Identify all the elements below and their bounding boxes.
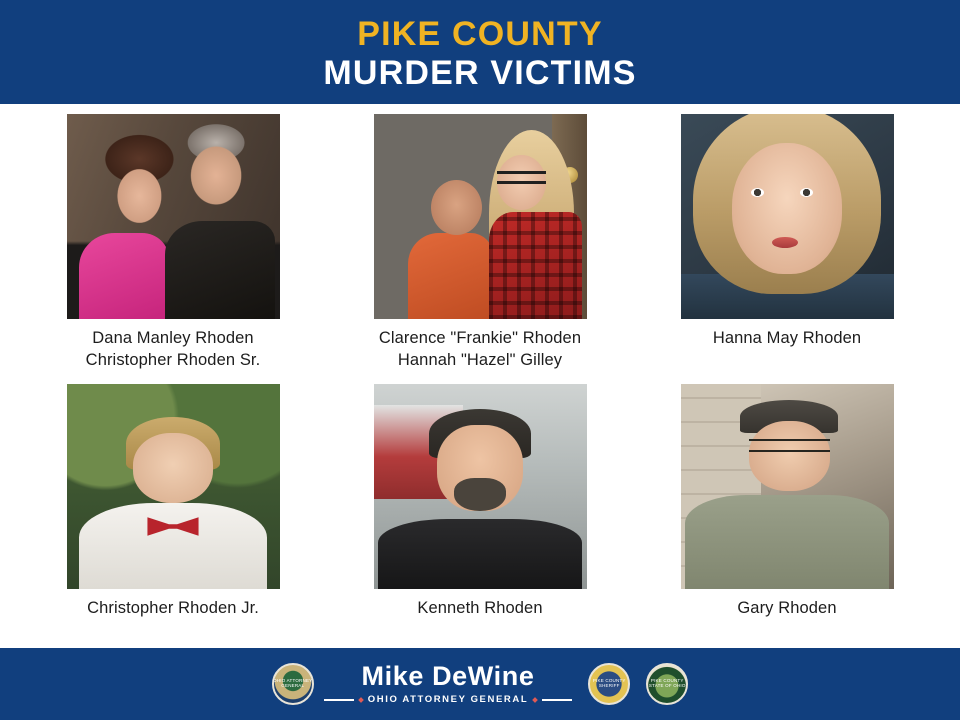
attorney-general-name: Mike DeWine — [361, 661, 535, 691]
photo-christopher-rhoden-jr — [67, 384, 280, 589]
rule-right — [542, 699, 572, 701]
beard-shape — [454, 478, 505, 511]
victim-caption-3 — [713, 327, 861, 349]
victim-card-dana-and-christopher-sr — [40, 114, 306, 372]
victim-card-frankie-and-hazel — [347, 114, 613, 372]
victims-row-2 — [40, 384, 920, 654]
victims-row-1 — [40, 114, 920, 384]
glasses-shape — [497, 171, 546, 183]
attorney-general-name-block — [324, 663, 572, 705]
lips-shape — [772, 237, 798, 248]
photo-frankie-and-hazel — [374, 114, 587, 319]
victim-card-gary — [654, 384, 920, 619]
victim-name-christopher-jr: Christopher Rhoden Jr. — [87, 599, 259, 617]
rule-left — [324, 699, 354, 701]
victim-card-hanna-may — [654, 114, 920, 349]
header-title-line1: PIKE COUNTY — [357, 14, 603, 53]
photo-hanna-may-rhoden — [681, 114, 894, 319]
dark-shirt-shape — [378, 519, 582, 589]
attorney-general-title: OHIO ATTORNEY GENERAL — [367, 694, 529, 705]
dark-shirt-shape — [165, 221, 276, 319]
victim-caption-5 — [417, 597, 542, 619]
victim-name-gary: Gary Rhoden — [737, 599, 837, 617]
photo-kenneth-rhoden — [374, 384, 587, 589]
white-shirt-shape — [79, 503, 266, 589]
ohio-ag-seal-label: OHIO ATTORNEY GENERAL — [273, 678, 313, 688]
victim-name-hanna-may: Hanna May Rhoden — [712, 329, 862, 347]
face-shape — [732, 143, 843, 274]
photo-dana-and-christopher-sr — [67, 114, 280, 319]
ohio-ag-seal-wrap — [272, 663, 314, 705]
pink-top-shape — [79, 233, 168, 319]
header-banner — [0, 0, 960, 104]
face-shape-frankie — [431, 180, 482, 235]
orange-shirt-shape — [408, 233, 493, 319]
victim-card-christopher-jr — [40, 384, 306, 619]
olive-shirt-shape — [685, 495, 889, 589]
victim-card-kenneth — [347, 384, 613, 619]
victim-name-kenneth: Kenneth Rhoden — [417, 599, 543, 617]
victim-name-frankie: Clarence "Frankie" Rhoden — [378, 329, 582, 347]
plaid-shirt-shape — [489, 212, 583, 319]
pike-county-seal-wrap — [646, 663, 688, 705]
right-eye-shape — [800, 188, 813, 197]
name-divider-rule — [324, 694, 572, 705]
attorney-general-brand — [272, 663, 572, 705]
rule-diamond-2 — [532, 697, 538, 703]
victim-caption-2 — [379, 327, 581, 372]
victims-grid — [0, 104, 960, 644]
face-shape — [749, 421, 830, 491]
victim-name-hazel: Hannah "Hazel" Gilley — [397, 351, 563, 370]
footer-banner — [0, 648, 960, 720]
sheriff-badge-wrap — [588, 663, 630, 705]
pike-county-seal-label: PIKE COUNTY STATE OF OHIO — [648, 678, 686, 688]
sheriff-badge-label: PIKE COUNTY SHERIFF — [592, 678, 626, 688]
victim-caption-4 — [87, 597, 259, 619]
victim-caption-6 — [737, 597, 836, 619]
face-shape — [133, 433, 214, 503]
rule-diamond — [358, 697, 364, 703]
glasses-shape — [749, 439, 830, 451]
victim-name-dana: Dana Manley Rhoden — [92, 329, 254, 347]
victim-caption-1 — [86, 327, 261, 372]
photo-gary-rhoden — [681, 384, 894, 589]
left-eye-shape — [751, 188, 764, 197]
victim-name-christopher-sr: Christopher Rhoden Sr. — [85, 351, 261, 370]
header-title-line2: MURDER VICTIMS — [323, 54, 637, 92]
